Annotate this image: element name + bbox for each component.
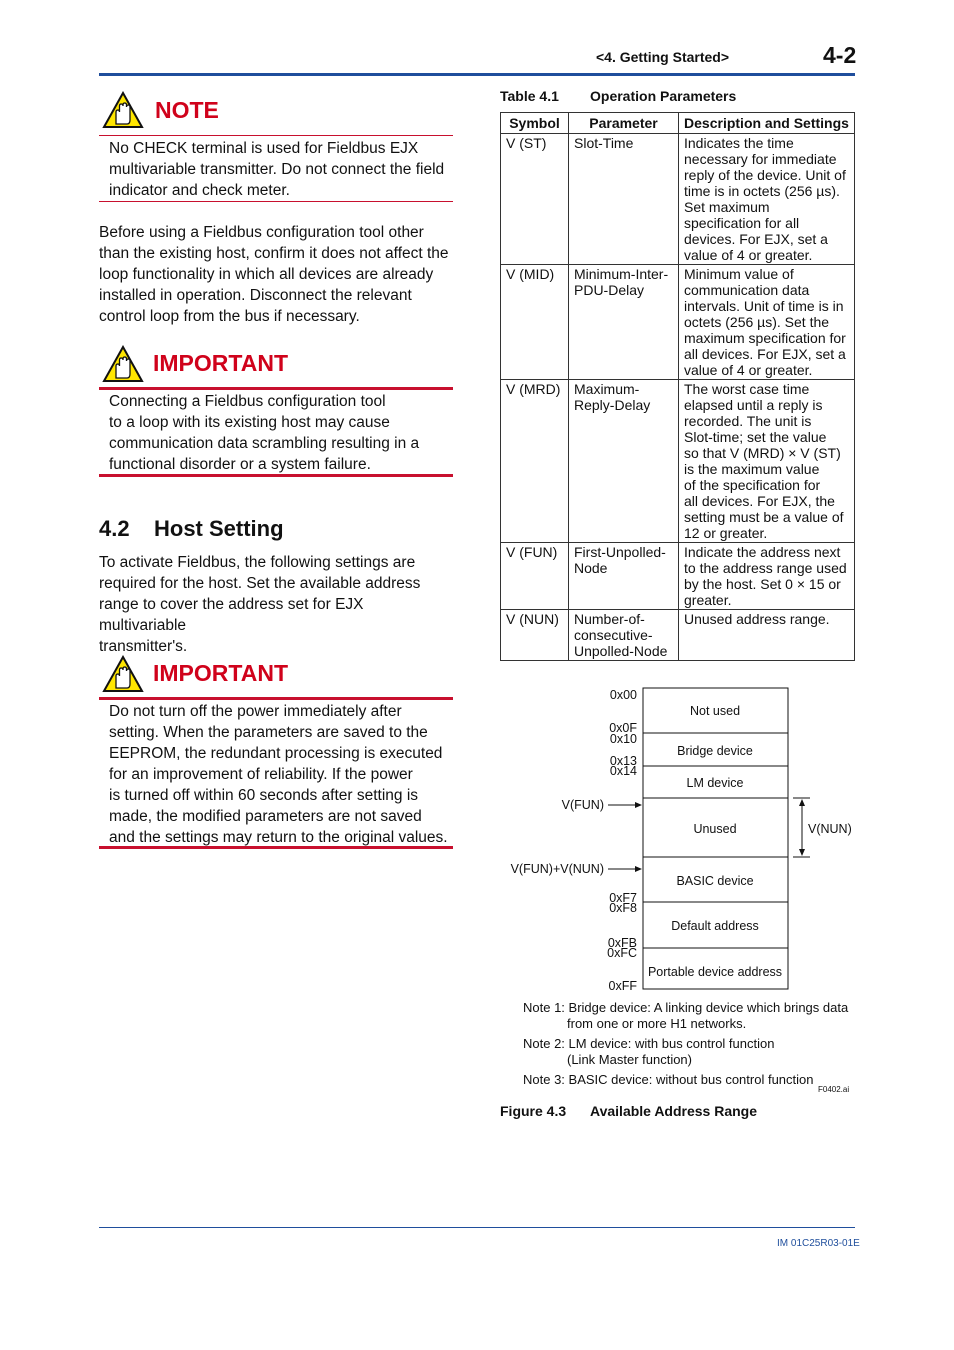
cell-line: PDU-Delay xyxy=(574,282,645,298)
column-header-parameter: Parameter xyxy=(569,113,679,134)
cell-line: Set maximum xyxy=(684,199,770,215)
figure-file-tag: F0402.ai xyxy=(818,1085,850,1094)
table-row xyxy=(501,610,855,661)
important-line: Do not turn off the power immediately after xyxy=(109,703,402,720)
cell-line: setting must be a value of xyxy=(684,509,844,525)
note-top-rule xyxy=(99,135,453,136)
cell-line: specification for all xyxy=(684,215,800,231)
paragraph-line: Before using a Fieldbus configuration tool other xyxy=(99,224,424,241)
cell-line: communication data xyxy=(684,282,810,298)
cell-line: octets (256 µs). Set the xyxy=(684,314,830,330)
cell-line: value of 4 or greater. xyxy=(684,247,813,263)
vnun-label: V(NUN) xyxy=(808,822,852,836)
important-title: IMPORTANT xyxy=(153,660,289,686)
note-line: from one or more H1 networks. xyxy=(567,1016,747,1031)
vnun-arrowhead-down xyxy=(799,849,805,856)
parameter-cell xyxy=(569,543,679,610)
note-body xyxy=(109,138,454,201)
important-body xyxy=(109,391,454,475)
vnun-arrowhead-up xyxy=(799,799,805,806)
table-row xyxy=(501,543,855,610)
important-title: IMPORTANT xyxy=(153,350,289,376)
cell-line: is the maximum value xyxy=(684,461,820,477)
cell-line: Reply-Delay xyxy=(574,397,651,413)
table-row xyxy=(501,380,855,543)
important-line: and the settings may return to the original values. xyxy=(109,829,448,846)
address-label: 0x10 xyxy=(609,732,637,746)
cell-line: to the address range used xyxy=(684,560,847,576)
cell-line: The worst case time xyxy=(684,381,810,397)
address-label: 0xF8 xyxy=(609,901,637,915)
section-paragraph xyxy=(99,552,454,657)
important-bottom-rule xyxy=(99,474,453,477)
paragraph-line: range to cover the address set for EJX multivariable xyxy=(99,596,364,634)
important-line: to a loop with its existing host may cause xyxy=(109,414,390,431)
description-cell xyxy=(679,380,855,543)
cell-line: by the host. Set 0 × 15 or xyxy=(684,576,841,592)
address-label: 0xFF xyxy=(608,979,637,993)
cell-line: Unused address range. xyxy=(684,611,830,627)
note-line: Note 1: Bridge device: A linking device which brings data xyxy=(523,1000,849,1015)
section-title: Host Setting xyxy=(154,516,284,541)
cell-line: time is in octets (256 µs). xyxy=(684,183,840,199)
cell-line: greater. xyxy=(684,592,732,608)
symbol-cell: V (NUN) xyxy=(501,610,569,661)
note-line: (Link Master function) xyxy=(567,1052,692,1067)
important-line: setting. When the parameters are saved to the xyxy=(109,724,428,741)
cell-line: necessary for immediate xyxy=(684,151,837,167)
column-header-description: Description and Settings xyxy=(679,113,855,134)
block-portable-device-address: Portable device address xyxy=(647,965,783,979)
vfun-vnun-label: V(FUN)+V(NUN) xyxy=(510,862,604,876)
document-id: IM 01C25R03-01E xyxy=(777,1238,860,1249)
important-line: communication data scrambling resulting in a xyxy=(109,435,420,452)
block-bridge-device: Bridge device xyxy=(677,744,753,758)
table-row xyxy=(501,134,855,265)
vfun-label: V(FUN) xyxy=(561,798,604,812)
paragraph-line: To activate Fieldbus, the following settings are xyxy=(99,554,416,571)
note-line: multivariable transmitter. Do not connect the field xyxy=(109,161,445,178)
note-line: Note 2: LM device: with bus control function xyxy=(523,1036,775,1051)
parameter-cell xyxy=(569,265,679,380)
cell-line: maximum specification for xyxy=(684,330,846,346)
cell-line: First-Unpolled- xyxy=(574,544,666,560)
important-top-rule xyxy=(99,697,453,700)
cell-line: 12 or greater. xyxy=(684,525,768,541)
symbol-cell: V (MID) xyxy=(501,265,569,380)
cell-line: consecutive- xyxy=(574,627,653,643)
running-header-section: <4. Getting Started> xyxy=(596,49,730,65)
important-line: functional disorder or a system failure. xyxy=(109,456,371,473)
figure-caption-title: Available Address Range xyxy=(590,1103,758,1119)
cell-line: Indicates the time xyxy=(684,135,794,151)
table-caption xyxy=(500,88,736,104)
table-caption-label: Table 4.1 xyxy=(500,88,559,104)
important-line: made, the modified parameters are not saved xyxy=(109,808,422,825)
page-number: 4-2 xyxy=(823,42,857,68)
operation-parameters-table xyxy=(500,112,855,661)
address-range-figure xyxy=(500,685,860,1105)
cell-line: Unpolled-Node xyxy=(574,643,668,659)
symbol-cell: V (FUN) xyxy=(501,543,569,610)
description-cell xyxy=(679,265,855,380)
cell-line: Slot-time; set the value xyxy=(684,429,827,445)
caution-hand-icon xyxy=(102,345,144,383)
table-row xyxy=(501,265,855,380)
address-label: 0x14 xyxy=(609,764,637,778)
paragraph-line: control loop from the bus if necessary. xyxy=(99,308,360,325)
block-not-used: Not used xyxy=(689,704,741,718)
address-label: 0x00 xyxy=(609,688,637,702)
cell-line: so that V (MRD) × V (ST) xyxy=(684,445,841,461)
paragraph-line: than the existing host, confirm it does not affect the xyxy=(99,245,449,262)
section-number: 4.2 xyxy=(99,516,130,541)
address-label: 0x13 xyxy=(609,754,637,768)
cell-line: value of 4 or greater. xyxy=(684,362,813,378)
cell-line: all devices. For EJX, the xyxy=(684,493,835,509)
cell-line: Number-of- xyxy=(574,611,645,627)
vfun-vnun-arrowhead xyxy=(635,866,642,872)
symbol-cell: V (ST) xyxy=(501,134,569,265)
section-heading xyxy=(99,516,284,542)
block-lm-device: LM device xyxy=(686,776,744,790)
footer-rule xyxy=(99,1227,855,1228)
note-line: indicator and check meter. xyxy=(109,182,290,199)
cell-line: elapsed until a reply is xyxy=(684,397,823,413)
paragraph-line: required for the host. Set the available address xyxy=(99,575,421,592)
cell-line: Indicate the address next xyxy=(684,544,841,560)
header-rule xyxy=(99,73,855,76)
description-cell xyxy=(679,134,855,265)
parameter-cell xyxy=(569,610,679,661)
block-basic-device: BASIC device xyxy=(676,874,754,888)
cell-line: of the specification for xyxy=(684,477,821,493)
caution-hand-icon xyxy=(102,91,144,129)
note-line: Note 3: BASIC device: without bus control function xyxy=(523,1072,814,1087)
block-unused: Unused xyxy=(693,822,737,836)
figure-caption-label: Figure 4.3 xyxy=(500,1103,567,1119)
figure-caption xyxy=(500,1103,757,1119)
important-top-rule xyxy=(99,387,453,390)
column-header-symbol: Symbol xyxy=(501,113,569,134)
description-cell xyxy=(679,543,855,610)
cell-line: Maximum- xyxy=(574,381,640,397)
note-bottom-rule xyxy=(99,201,453,202)
cell-line: Minimum value of xyxy=(684,266,794,282)
important-line: Connecting a Fieldbus configuration tool xyxy=(109,393,386,410)
parameter-cell xyxy=(569,134,679,265)
cell-line: all devices. For EJX, set a xyxy=(684,346,846,362)
note-title: NOTE xyxy=(155,97,219,123)
important-bottom-rule xyxy=(99,846,453,849)
paragraph-line: installed in operation. Disconnect the relevant xyxy=(99,287,412,304)
cell-line: recorded. The unit is xyxy=(684,413,812,429)
cell-line: Minimum-Inter- xyxy=(574,266,669,282)
symbol-cell: V (MRD) xyxy=(501,380,569,543)
block-default-address: Default address xyxy=(671,919,759,933)
parameter-cell xyxy=(569,380,679,543)
figure-notes xyxy=(523,1000,858,1088)
table-header-row xyxy=(501,113,855,134)
paragraph-line: loop functionality in which all devices are already xyxy=(99,266,434,283)
cell-line: Slot-Time xyxy=(574,135,634,151)
address-label: 0xFB xyxy=(607,936,637,950)
important-body xyxy=(109,701,454,848)
intro-paragraph xyxy=(99,222,454,327)
caution-hand-icon xyxy=(102,655,144,693)
address-label: 0xFC xyxy=(607,946,637,960)
table-caption-title: Operation Parameters xyxy=(590,88,737,104)
note-line: No CHECK terminal is used for Fieldbus EJX xyxy=(109,140,419,157)
cell-line: intervals. Unit of time is in xyxy=(684,298,844,314)
important-line: is turned off within 60 seconds after setting is xyxy=(109,787,419,804)
important-line: EEPROM, the redundant processing is executed xyxy=(109,745,443,762)
cell-line: devices. For EJX, set a xyxy=(684,231,828,247)
cell-line: Node xyxy=(574,560,608,576)
paragraph-line: transmitter's. xyxy=(99,638,188,655)
address-label: 0xF7 xyxy=(609,891,637,905)
address-label: 0x0F xyxy=(609,721,637,735)
cell-line: reply of the device. Unit of xyxy=(684,167,846,183)
vfun-arrowhead xyxy=(635,802,642,808)
important-line: for an improvement of reliability. If the power xyxy=(109,766,413,783)
description-cell xyxy=(679,610,855,661)
